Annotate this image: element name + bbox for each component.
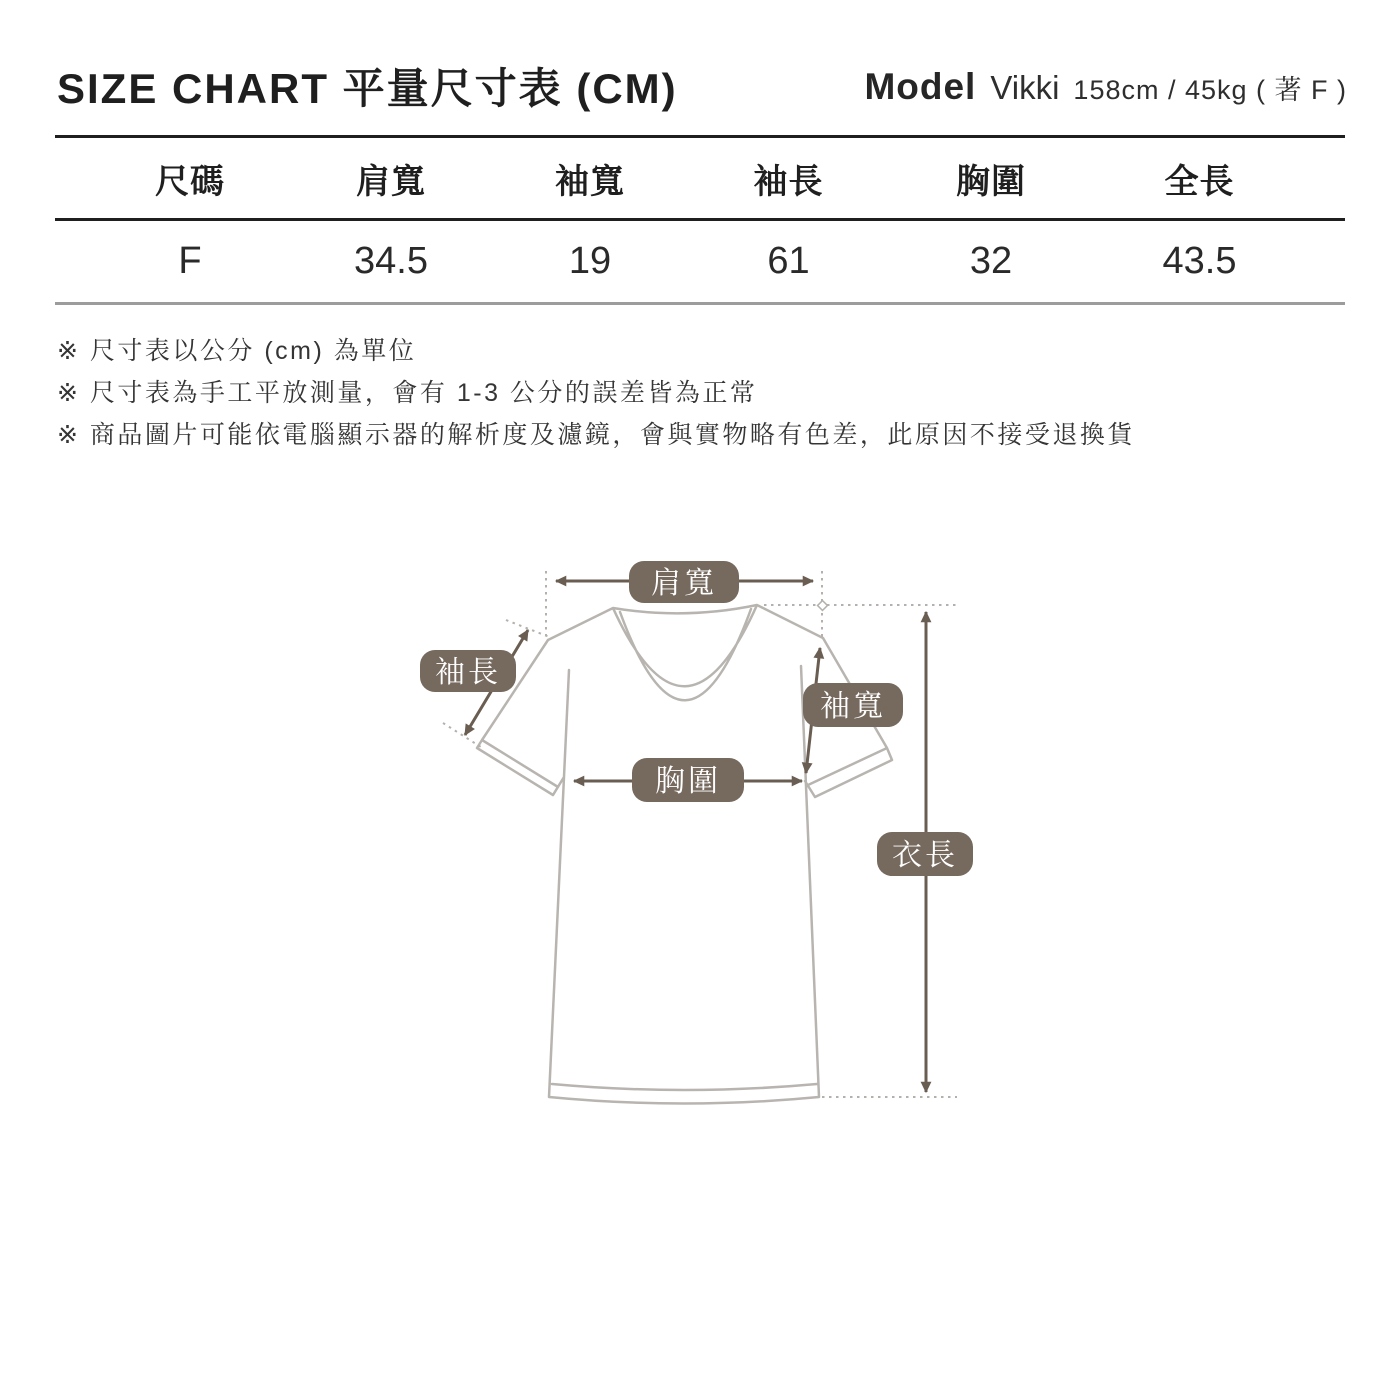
page-title: SIZE CHART 平量尺寸表 (CM) <box>57 65 678 112</box>
sleeve-width-label-text: 袖寬 <box>820 690 886 723</box>
column-header-shoulder: 肩寬 <box>356 162 426 201</box>
chest-width-label <box>632 758 744 802</box>
dotted-guide-lines <box>443 571 957 1097</box>
shoulder-width-label <box>629 561 739 603</box>
value-sleeve-length: 61 <box>767 240 810 282</box>
sleeve-length-label <box>420 650 516 692</box>
model-name: Vikki <box>990 69 1060 106</box>
value-chest: 32 <box>969 240 1013 282</box>
value-size: F <box>178 240 202 282</box>
sleeve-length-label-text: 袖長 <box>435 656 501 689</box>
size-table-data-row <box>55 221 1345 305</box>
sleeve-width-label <box>803 683 903 727</box>
notes <box>57 338 1135 464</box>
body-length-label-text: 衣長 <box>892 839 958 872</box>
tshirt-diagram-svg <box>380 540 1100 1160</box>
body-length-label <box>877 832 973 876</box>
model-stats: 158cm / 45kg ( 著 F ) <box>1073 75 1347 105</box>
column-header-sleeve-length: 袖長 <box>753 162 824 201</box>
column-header-total-length: 全長 <box>1164 162 1235 201</box>
size-table-header-row <box>55 138 1345 221</box>
note-unit: ※ 尺寸表以公分 (cm) 為單位 <box>57 337 417 365</box>
guide-diamond-marker <box>818 601 828 611</box>
tshirt-outline <box>477 605 892 1104</box>
model-info <box>864 66 1347 108</box>
value-shoulder: 34.5 <box>354 240 428 282</box>
chest-width-label-text: 胸圍 <box>655 765 721 798</box>
model-label: Model <box>864 66 977 107</box>
value-total-length: 43.5 <box>1162 240 1237 282</box>
size-table <box>55 135 1345 305</box>
shoulder-width-label-text: 肩寬 <box>651 567 717 600</box>
value-sleeve-width: 19 <box>568 240 612 282</box>
column-header-chest: 胸圍 <box>956 162 1026 201</box>
note-color-difference: ※ 商品圖片可能依電腦顯示器的解析度及濾鏡，會與實物略有色差，此原因不接受退換貨 <box>57 421 1135 449</box>
column-header-size: 尺碼 <box>155 162 225 201</box>
tshirt-measurement-diagram <box>380 540 1100 1160</box>
column-header-sleeve-width: 袖寬 <box>555 162 625 201</box>
note-tolerance: ※ 尺寸表為手工平放測量，會有 1-3 公分的誤差皆為正常 <box>57 379 758 407</box>
